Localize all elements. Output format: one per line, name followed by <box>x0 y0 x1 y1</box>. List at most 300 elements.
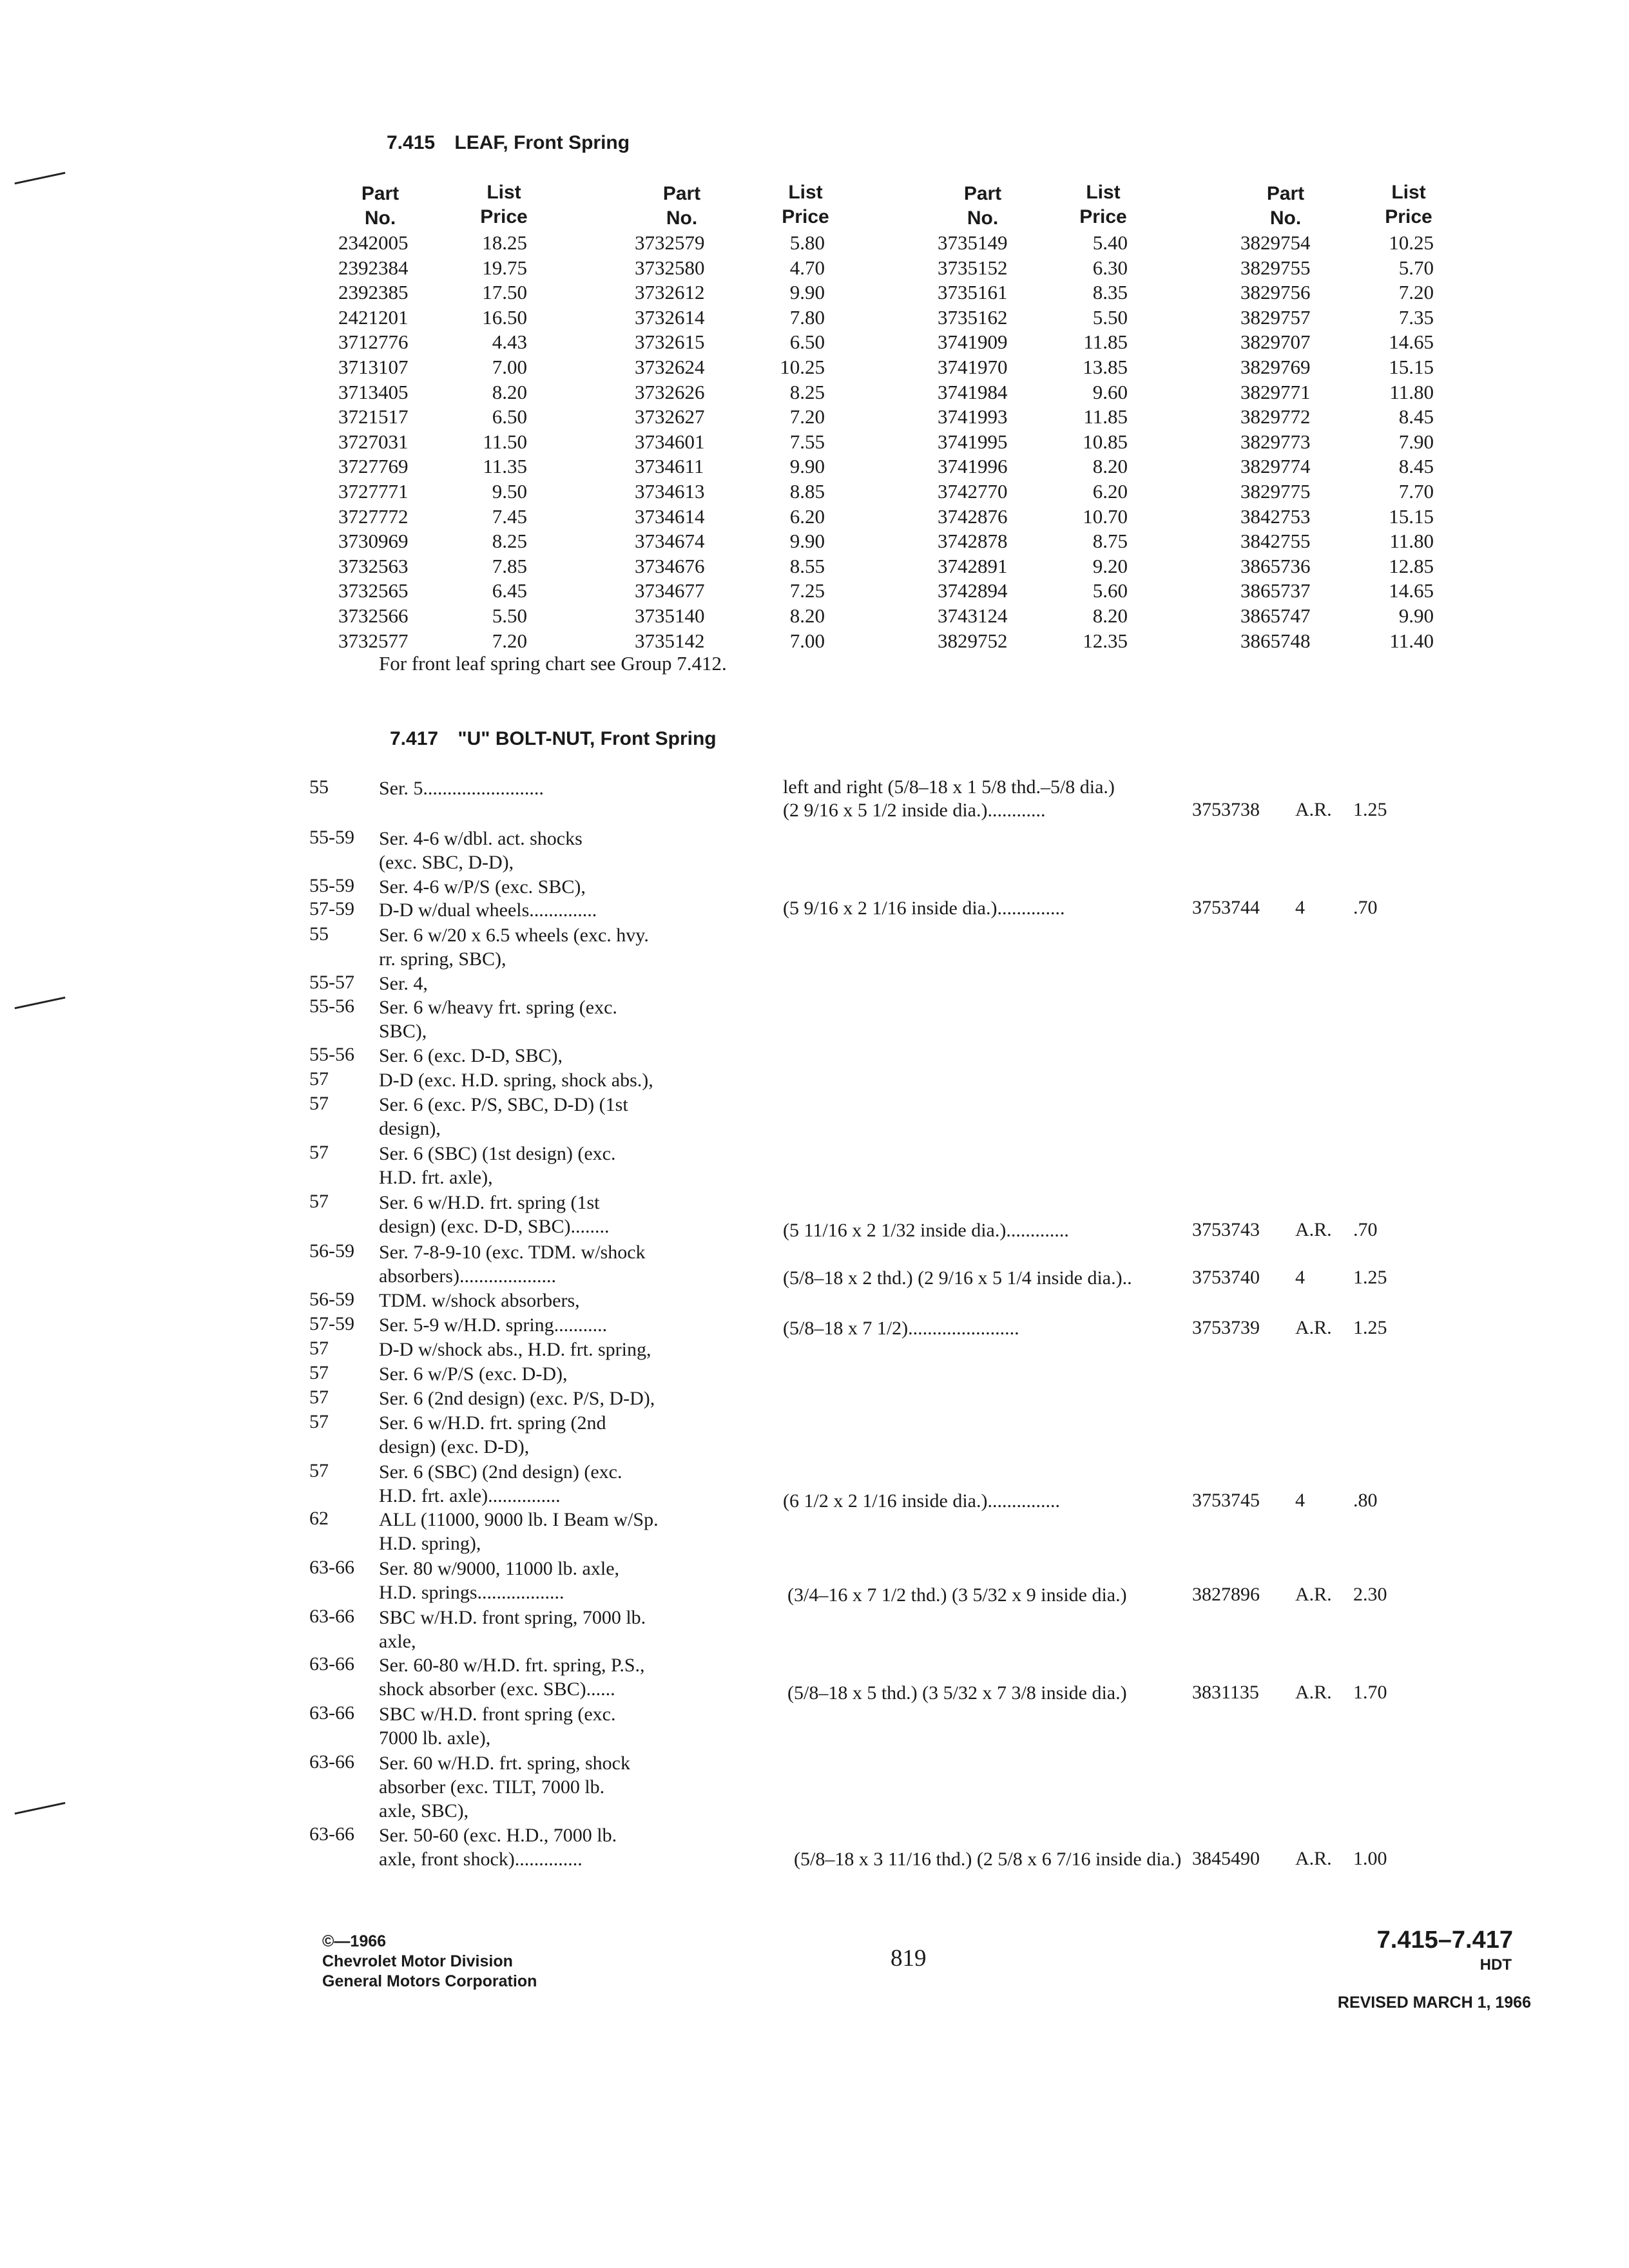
list-price: 8.45 <box>1398 405 1434 428</box>
list-price: 7.90 <box>1398 430 1434 453</box>
part-number: 2342005 <box>338 231 409 254</box>
col-header-part-line: Part <box>662 183 701 204</box>
list-price: 8.75 <box>1092 530 1128 553</box>
application-description <box>379 1751 630 1823</box>
description-line: SBC w/H.D. front spring, 7000 lb. <box>379 1607 646 1628</box>
application-description <box>379 1460 622 1508</box>
quantity: 4 <box>1295 1490 1305 1511</box>
description-line: (exc. SBC, D-D), <box>379 852 514 873</box>
group-range: 7.415–7.417 <box>1376 1927 1513 1954</box>
list-price: 15.15 <box>1389 356 1434 378</box>
model-years: 57 <box>309 1191 329 1212</box>
application-description <box>379 1191 609 1238</box>
description-line: Ser. 6 w/H.D. frt. spring (2nd <box>379 1412 606 1434</box>
list-price: 1.70 <box>1353 1682 1387 1703</box>
list-price: 8.35 <box>1092 281 1128 304</box>
list-price: 9.20 <box>1092 554 1128 577</box>
part-number: 3727772 <box>338 505 409 528</box>
page-number: 819 <box>891 1945 927 1972</box>
section-title-leaf <box>387 132 630 154</box>
description-line: Ser. 60-80 w/H.D. frt. spring, P.S., <box>379 1655 645 1676</box>
part-number: 3741984 <box>938 380 1008 403</box>
col-header-price <box>459 180 549 229</box>
col-header-price-line: List <box>788 182 823 203</box>
quantity: A.R. <box>1295 799 1332 820</box>
division-name: Chevrolet Motor Division <box>322 1952 513 1970</box>
quantity: A.R. <box>1295 1584 1332 1605</box>
list-price: 16.50 <box>482 305 527 329</box>
part-number: 3727031 <box>338 430 409 453</box>
size-spec-line: (5 11/16 x 2 1/32 inside dia.)............. <box>783 1220 1069 1241</box>
part-number: 3829775 <box>1240 480 1311 503</box>
col-header-price-line: Price <box>1079 206 1127 227</box>
edge-mark <box>15 997 66 1010</box>
description-line: axle, front shock).............. <box>379 1849 583 1870</box>
list-price: 7.70 <box>1398 480 1434 503</box>
part-number: 3741993 <box>938 405 1008 428</box>
col-header-price-line: Price <box>1385 206 1432 227</box>
description-line: H.D. frt. axle)............... <box>379 1485 561 1506</box>
list-price: 10.70 <box>1083 505 1128 528</box>
description-line: Ser. 6 w/P/S (exc. D-D), <box>379 1363 568 1385</box>
model-years: 55 <box>309 776 329 798</box>
col-header-part <box>1240 182 1331 231</box>
part-number: 3742770 <box>938 480 1008 503</box>
size-spec-line: (5/8–18 x 7 1/2)....................... <box>783 1318 1019 1339</box>
list-price: 9.50 <box>492 480 527 503</box>
model-years: 57 <box>309 1362 329 1383</box>
part-number: 3743124 <box>938 604 1008 627</box>
col-header-price-line: List <box>487 182 521 203</box>
part-number: 3829769 <box>1240 356 1311 378</box>
description-line: absorber (exc. TILT, 7000 lb. <box>379 1776 605 1798</box>
list-price: 6.20 <box>789 505 825 528</box>
size-spec <box>783 1317 1019 1340</box>
description-line: Ser. 4-6 w/dbl. act. shocks <box>379 828 583 849</box>
list-price: .70 <box>1353 897 1378 918</box>
part-number: 3734611 <box>635 455 704 478</box>
list-price: 7.20 <box>1398 281 1434 304</box>
list-price: 11.80 <box>1389 530 1434 553</box>
part-number: 3829754 <box>1240 231 1311 254</box>
description-line: Ser. 6 (exc. P/S, SBC, D-D) (1st <box>379 1094 628 1115</box>
description-line: design) (exc. D-D), <box>379 1436 530 1457</box>
size-spec-line: (5/8–18 x 2 thd.) (2 9/16 x 5 1/4 inside dia.).. <box>783 1267 1132 1289</box>
part-number: 3732626 <box>635 380 705 403</box>
description-line: Ser. 6 (SBC) (1st design) (exc. <box>379 1143 616 1164</box>
model-years: 63-66 <box>309 1653 354 1675</box>
list-price: 19.75 <box>482 256 527 279</box>
model-years: 57-59 <box>309 898 354 919</box>
group-subtitle: HDT <box>1480 1956 1512 1974</box>
part-number: 3735149 <box>938 231 1008 254</box>
list-price: 8.55 <box>789 554 825 577</box>
col-header-price <box>1364 180 1454 229</box>
description-line: absorbers).................... <box>379 1265 556 1287</box>
list-price: 8.25 <box>789 380 825 403</box>
description-line: 7000 lb. axle), <box>379 1727 491 1749</box>
description-line: D-D (exc. H.D. spring, shock abs.), <box>379 1070 653 1091</box>
list-price: 12.85 <box>1389 554 1434 577</box>
part-number: 3753744 <box>1192 897 1260 918</box>
col-header-part-line: Part <box>963 183 1002 204</box>
list-price: 7.25 <box>789 579 825 602</box>
description-line: design), <box>379 1118 441 1139</box>
description-line: TDM. w/shock absorbers, <box>379 1290 580 1311</box>
part-number: 3842753 <box>1240 505 1311 528</box>
part-number: 3741995 <box>938 430 1008 453</box>
part-number: 3753739 <box>1192 1317 1260 1338</box>
part-number: 2392385 <box>338 281 409 304</box>
part-number: 3712776 <box>338 331 409 354</box>
list-price: 11.85 <box>1083 405 1128 428</box>
description-line: Ser. 7-8-9-10 (exc. TDM. w/shock <box>379 1242 646 1263</box>
size-spec <box>787 1584 1127 1607</box>
col-header-price <box>1058 180 1148 229</box>
description-line: H.D. springs.................. <box>379 1582 564 1603</box>
list-price: 11.50 <box>483 430 527 453</box>
list-price: 11.40 <box>1389 629 1434 652</box>
col-header-price <box>760 180 851 229</box>
application-description <box>379 776 544 800</box>
model-years: 63-66 <box>309 1557 354 1578</box>
list-price: 9.60 <box>1092 380 1128 403</box>
application-description <box>379 1044 563 1068</box>
list-price: 6.20 <box>1092 480 1128 503</box>
description-line: ALL (11000, 9000 lb. I Beam w/Sp. <box>379 1509 659 1530</box>
quantity: A.R. <box>1295 1317 1332 1338</box>
description-line: Ser. 6 w/heavy frt. spring (exc. <box>379 997 617 1018</box>
list-price: 7.20 <box>789 405 825 428</box>
part-number: 3732563 <box>338 554 409 577</box>
model-years: 55 <box>309 923 329 945</box>
part-number: 3735161 <box>938 281 1008 304</box>
description-line: H.D. spring), <box>379 1533 481 1554</box>
size-spec <box>783 1219 1069 1242</box>
part-number: 3734676 <box>635 554 705 577</box>
part-number: 3713107 <box>338 356 409 378</box>
part-number: 3753738 <box>1192 799 1260 820</box>
size-spec-line: (5/8–18 x 3 11/16 thd.) (2 5/8 x 6 7/16 inside dia.) <box>794 1849 1182 1870</box>
description-line: Ser. 80 w/9000, 11000 lb. axle, <box>379 1558 620 1579</box>
part-number: 3735142 <box>635 629 705 652</box>
list-price: 7.55 <box>789 430 825 453</box>
part-number: 3829771 <box>1240 380 1311 403</box>
model-years: 57 <box>309 1411 329 1432</box>
application-description <box>379 1653 645 1701</box>
part-number: 3865747 <box>1240 604 1311 627</box>
model-years: 55-59 <box>309 875 354 896</box>
model-years: 57 <box>309 1142 329 1163</box>
part-number: 3732627 <box>635 405 705 428</box>
list-price: 6.45 <box>492 579 527 602</box>
list-price: 9.90 <box>789 530 825 553</box>
quantity: A.R. <box>1295 1682 1332 1703</box>
application-description <box>379 972 428 995</box>
description-line: rr. spring, SBC), <box>379 948 506 970</box>
col-header-part <box>335 182 425 231</box>
size-spec-line: (5 9/16 x 2 1/16 inside dia.).............. <box>783 898 1065 919</box>
part-number: 3732612 <box>635 281 705 304</box>
part-number: 3741970 <box>938 356 1008 378</box>
list-price: 18.25 <box>482 231 527 254</box>
list-price: 8.25 <box>492 530 527 553</box>
application-description <box>379 1362 567 1386</box>
part-number: 2392384 <box>338 256 409 279</box>
part-number: 3865736 <box>1240 554 1311 577</box>
application-description <box>379 1508 659 1555</box>
list-price: 12.35 <box>1083 629 1128 652</box>
quantity: 4 <box>1295 1267 1305 1288</box>
description-line: SBC w/H.D. front spring (exc. <box>379 1704 616 1725</box>
model-years: 57 <box>309 1338 329 1359</box>
description-line: D-D w/shock abs., H.D. frt. spring, <box>379 1339 651 1360</box>
list-price: 9.90 <box>1398 604 1434 627</box>
list-price: 1.25 <box>1353 1317 1387 1338</box>
list-price: 1.00 <box>1353 1848 1387 1869</box>
part-number: 3865748 <box>1240 629 1311 652</box>
description-line: Ser. 4-6 w/P/S (exc. SBC), <box>379 876 586 898</box>
application-description <box>379 1702 615 1750</box>
description-line: Ser. 5-9 w/H.D. spring........... <box>379 1314 608 1336</box>
size-spec <box>783 1490 1060 1513</box>
model-years: 57 <box>309 1387 329 1408</box>
part-number: 3865737 <box>1240 579 1311 602</box>
section-name: LEAF, Front Spring <box>454 132 630 153</box>
part-number: 3732624 <box>635 356 705 378</box>
list-price: 11.85 <box>1083 331 1128 354</box>
model-years: 63-66 <box>309 1702 354 1724</box>
description-line: SBC), <box>379 1021 427 1042</box>
size-spec-line: (5/8–18 x 5 thd.) (3 5/32 x 7 3/8 inside dia.) <box>787 1682 1127 1704</box>
part-number: 3734674 <box>635 530 705 553</box>
part-number: 2421201 <box>338 305 409 329</box>
part-number: 3732614 <box>635 305 705 329</box>
list-price: 5.40 <box>1092 231 1128 254</box>
model-years: 55-59 <box>309 827 354 848</box>
description-line: Ser. 6 (exc. D-D, SBC), <box>379 1045 563 1066</box>
size-spec-line: (6 1/2 x 2 1/16 inside dia.)............... <box>783 1490 1060 1512</box>
application-description <box>379 1289 580 1312</box>
size-spec <box>794 1848 1181 1871</box>
model-years: 56-59 <box>309 1289 354 1310</box>
description-line: D-D w/dual wheels.............. <box>379 899 597 921</box>
col-header-part-line: No. <box>967 207 999 229</box>
description-line: shock absorber (exc. SBC)...... <box>379 1678 615 1700</box>
part-number: 3732615 <box>635 331 705 354</box>
list-price: .80 <box>1353 1490 1378 1511</box>
list-price: 1.25 <box>1353 1267 1387 1288</box>
part-number: 3727769 <box>338 455 409 478</box>
size-spec <box>783 776 1115 822</box>
part-number: 3734614 <box>635 505 705 528</box>
list-price: 8.20 <box>1092 604 1128 627</box>
part-number: 3829774 <box>1240 455 1311 478</box>
col-header-price-line: Price <box>480 206 528 227</box>
part-number: 3753745 <box>1192 1490 1260 1511</box>
model-years: 63-66 <box>309 1823 354 1845</box>
list-price: 6.50 <box>492 405 527 428</box>
part-number: 3732580 <box>635 256 705 279</box>
part-number: 3753743 <box>1192 1219 1260 1240</box>
part-number: 3742891 <box>938 554 1008 577</box>
part-number: 3735140 <box>635 604 705 627</box>
list-price: 9.90 <box>789 455 825 478</box>
part-number: 3734613 <box>635 480 705 503</box>
part-number: 3721517 <box>338 405 409 428</box>
part-number: 3735152 <box>938 256 1008 279</box>
part-number: 3727771 <box>338 480 409 503</box>
application-description <box>379 1823 617 1871</box>
size-spec <box>787 1682 1127 1705</box>
application-description <box>379 1142 615 1189</box>
section-name: "U" BOLT-NUT, Front Spring <box>458 728 717 749</box>
part-number: 3742894 <box>938 579 1008 602</box>
list-price: 5.60 <box>1092 579 1128 602</box>
list-price: 5.80 <box>789 231 825 254</box>
section-number: 7.417 <box>390 728 439 749</box>
size-spec <box>783 1267 1132 1290</box>
col-header-price-line: Price <box>782 206 829 227</box>
description-line: Ser. 60 w/H.D. frt. spring, shock <box>379 1753 630 1774</box>
application-description <box>379 1387 655 1410</box>
part-number: 3753740 <box>1192 1267 1260 1288</box>
description-line: Ser. 50-60 (exc. H.D., 7000 lb. <box>379 1825 617 1846</box>
model-years: 63-66 <box>309 1751 354 1773</box>
list-price: 14.65 <box>1389 331 1434 354</box>
col-header-part <box>938 182 1028 231</box>
model-years: 56-59 <box>309 1240 354 1262</box>
col-header-part-line: No. <box>666 207 698 229</box>
quantity: 4 <box>1295 897 1305 918</box>
list-price: 10.25 <box>780 356 825 378</box>
list-price: 5.50 <box>492 604 527 627</box>
list-price: 11.35 <box>483 455 527 478</box>
part-number: 3735162 <box>938 305 1008 329</box>
list-price: 6.30 <box>1092 256 1128 279</box>
part-number: 3732566 <box>338 604 409 627</box>
list-price: 4.70 <box>789 256 825 279</box>
section-title-ubolt <box>390 728 717 750</box>
part-number: 3713405 <box>338 380 409 403</box>
list-price: 8.20 <box>1092 455 1128 478</box>
application-description <box>379 1313 607 1337</box>
model-years: 57-59 <box>309 1313 354 1334</box>
size-spec <box>783 897 1065 920</box>
footer-publisher <box>322 1932 537 1992</box>
application-description <box>379 898 597 922</box>
list-price: 10.85 <box>1083 430 1128 453</box>
copyright: ©—1966 <box>322 1932 387 1950</box>
col-header-part-line: Part <box>1266 183 1305 204</box>
part-number: 3842755 <box>1240 530 1311 553</box>
part-number: 3829755 <box>1240 256 1311 279</box>
part-number: 3732565 <box>338 579 409 602</box>
list-price: 13.85 <box>1083 356 1128 378</box>
part-number: 3829707 <box>1240 331 1311 354</box>
part-number: 3829752 <box>938 629 1008 652</box>
part-number: 3730969 <box>338 530 409 553</box>
part-number: 3829756 <box>1240 281 1311 304</box>
size-spec-line: left and right (5/8–18 x 1 5/8 thd.–5/8 dia.) <box>783 776 1115 798</box>
col-header-part-line: No. <box>364 207 396 229</box>
list-price: .70 <box>1353 1219 1378 1240</box>
list-price: 7.80 <box>789 305 825 329</box>
list-price: 4.43 <box>492 331 527 354</box>
model-years: 57 <box>309 1068 329 1090</box>
description-line: Ser. 6 (2nd design) (exc. P/S, D-D), <box>379 1388 655 1409</box>
list-price: 2.30 <box>1353 1584 1387 1605</box>
part-number: 3829773 <box>1240 430 1311 453</box>
application-description <box>379 827 583 874</box>
part-number: 3732579 <box>635 231 705 254</box>
part-number: 3829757 <box>1240 305 1311 329</box>
part-number: 3741909 <box>938 331 1008 354</box>
model-years: 57 <box>309 1460 329 1481</box>
col-header-price-line: List <box>1391 182 1426 203</box>
edge-mark <box>15 172 66 185</box>
model-years: 55-56 <box>309 1044 354 1065</box>
revised-date: REVISED MARCH 1, 1966 <box>1337 1994 1531 2012</box>
application-description <box>379 1338 651 1361</box>
list-price: 15.15 <box>1389 505 1434 528</box>
list-price: 7.00 <box>789 629 825 652</box>
col-header-part <box>637 182 727 231</box>
description-line: Ser. 6 (SBC) (2nd design) (exc. <box>379 1461 622 1483</box>
application-description <box>379 995 617 1043</box>
application-description <box>379 1240 646 1288</box>
col-header-part-line: No. <box>1269 207 1302 229</box>
application-description <box>379 875 586 899</box>
list-price: 8.85 <box>789 480 825 503</box>
model-years: 55-57 <box>309 972 354 993</box>
leaf-note: For front leaf spring chart see Group 7.412. <box>379 652 727 675</box>
part-number: 3732577 <box>338 629 409 652</box>
list-price: 5.70 <box>1398 256 1434 279</box>
list-price: 7.45 <box>492 505 527 528</box>
section-number: 7.415 <box>387 132 436 153</box>
description-line: axle, <box>379 1631 416 1652</box>
list-price: 11.80 <box>1389 380 1434 403</box>
description-line: Ser. 5......................... <box>379 778 544 799</box>
part-number: 3827896 <box>1192 1584 1260 1605</box>
corporation-name: General Motors Corporation <box>322 1972 537 1990</box>
model-years: 63-66 <box>309 1606 354 1627</box>
description-line: design) (exc. D-D, SBC)........ <box>379 1216 610 1237</box>
application-description <box>379 1093 628 1140</box>
col-header-part-line: Part <box>361 183 400 204</box>
quantity: A.R. <box>1295 1219 1332 1240</box>
model-years: 62 <box>309 1508 329 1529</box>
list-price: 7.20 <box>492 629 527 652</box>
col-header-price-line: List <box>1086 182 1121 203</box>
description-line: Ser. 4, <box>379 973 428 994</box>
list-price: 8.20 <box>492 380 527 403</box>
list-price: 1.25 <box>1353 799 1387 820</box>
description-line: Ser. 6 w/20 x 6.5 wheels (exc. hvy. <box>379 925 649 946</box>
list-price: 9.90 <box>789 281 825 304</box>
size-spec-line: (3/4–16 x 7 1/2 thd.) (3 5/32 x 9 inside dia.) <box>787 1584 1127 1606</box>
list-price: 8.20 <box>789 604 825 627</box>
list-price: 7.85 <box>492 554 527 577</box>
list-price: 6.50 <box>789 331 825 354</box>
list-price: 14.65 <box>1389 579 1434 602</box>
part-number: 3742876 <box>938 505 1008 528</box>
part-number: 3831135 <box>1192 1682 1259 1703</box>
description-line: Ser. 6 w/H.D. frt. spring (1st <box>379 1192 600 1213</box>
application-description <box>379 1411 606 1459</box>
list-price: 17.50 <box>482 281 527 304</box>
